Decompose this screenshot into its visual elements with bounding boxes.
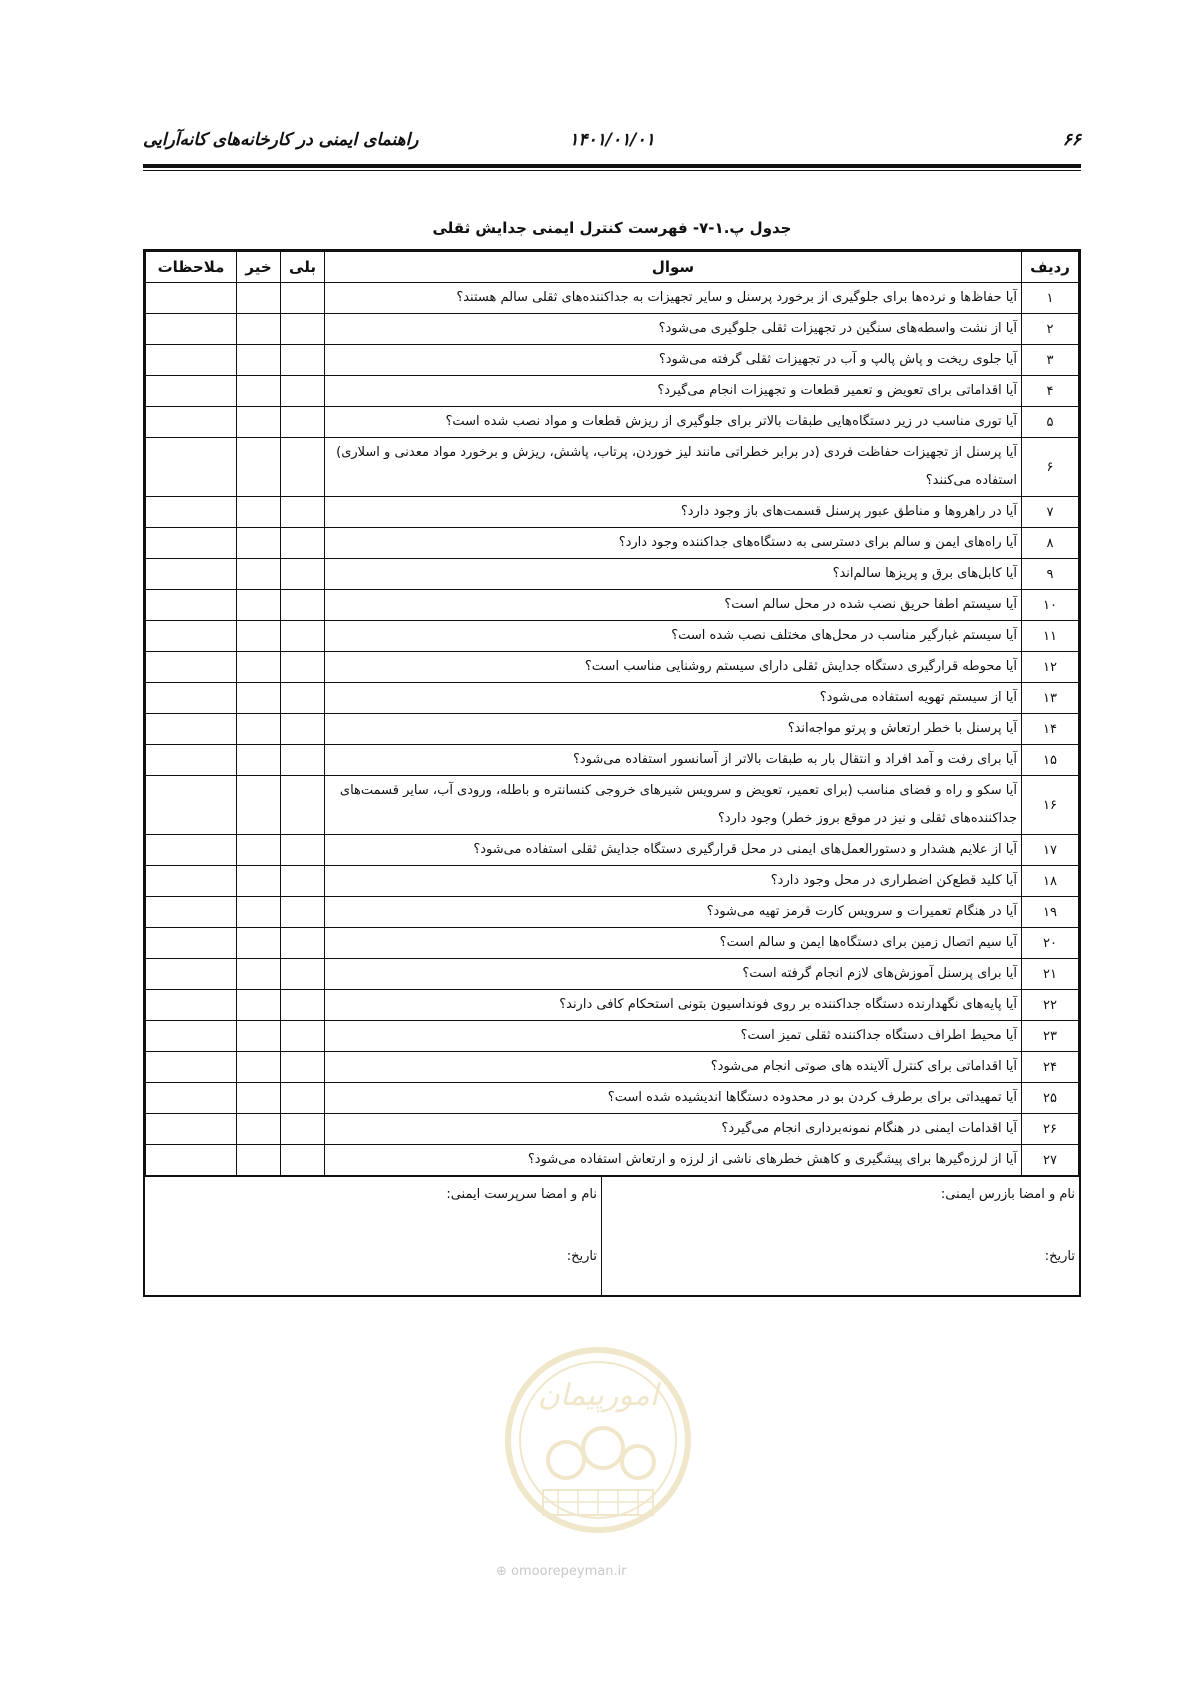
row-number-cell: ۱۸ (1022, 866, 1079, 897)
table-row (146, 1114, 1079, 1145)
table-row (146, 866, 1079, 897)
no-cell[interactable] (237, 497, 281, 528)
table-row (146, 959, 1079, 990)
question-cell: آیا توری مناسب در زیر دستگاه‌هایی طبقات بالاتر برای جلوگیری از ریزش قطعات و مواد نصب شده است؟ (325, 407, 1022, 438)
question-cell: آیا پایه‌های نگهدارنده دستگاه جداکننده بر روی فونداسیون بتونی استحکام کافی دارند؟ (325, 990, 1022, 1021)
watermark-logo (498, 1330, 698, 1550)
question-cell: آیا جلوی ریخت و پاش پالپ و آب در تجهیزات ثقلی گرفته می‌شود؟ (325, 345, 1022, 376)
yes-cell[interactable] (281, 776, 325, 835)
question-cell: آیا کلید قطع‌کن اضطراری در محل وجود دارد؟ (325, 866, 1022, 897)
table-row (146, 652, 1079, 683)
row-number-cell: ۱۲ (1022, 652, 1079, 683)
question-cell: آیا سیم اتصال زمین برای دستگاه‌ها ایمن و سالم است؟ (325, 928, 1022, 959)
notes-cell[interactable] (146, 528, 237, 559)
row-number-cell: ۸ (1022, 528, 1079, 559)
question-cell: آیا سیستم غبارگیر مناسب در محل‌های مختلف نصب شده است؟ (325, 621, 1022, 652)
table-row (146, 928, 1079, 959)
yes-cell[interactable] (281, 990, 325, 1021)
notes-cell[interactable] (146, 283, 237, 314)
no-cell[interactable] (237, 866, 281, 897)
no-cell[interactable] (237, 745, 281, 776)
table-row (146, 1021, 1079, 1052)
table-row (146, 438, 1079, 497)
row-number-cell: ۲۳ (1022, 1021, 1079, 1052)
checklist-rows (146, 283, 1079, 1176)
notes-cell[interactable] (146, 1052, 237, 1083)
globe-icon: ⊕ (496, 1564, 507, 1579)
notes-cell[interactable] (146, 559, 237, 590)
row-number-cell: ۱ (1022, 283, 1079, 314)
no-cell[interactable] (237, 528, 281, 559)
no-cell[interactable] (237, 776, 281, 835)
question-cell: آیا کابل‌های برق و پریزها سالم‌اند؟ (325, 559, 1022, 590)
watermark-logo-text: امورپیمان (537, 1378, 659, 1413)
notes-cell[interactable] (146, 745, 237, 776)
notes-cell[interactable] (146, 1021, 237, 1052)
header-date: ۱۴۰۱/۰۱/۰۱ (569, 130, 655, 150)
question-cell: آیا از سیستم تهویه استفاده می‌شود؟ (325, 683, 1022, 714)
row-number-cell: ۲۴ (1022, 1052, 1079, 1083)
row-number-cell: ۳ (1022, 345, 1079, 376)
notes-cell[interactable] (146, 1114, 237, 1145)
notes-cell[interactable] (146, 1145, 237, 1176)
no-cell[interactable] (237, 283, 281, 314)
no-cell[interactable] (237, 590, 281, 621)
question-cell: آیا از لرزه‌گیرها برای پیشگیری و کاهش خطرهای ناشی از لرزه و ارتعاش استفاده می‌شود؟ (325, 1145, 1022, 1176)
no-cell[interactable] (237, 652, 281, 683)
col-header-no: خیر (237, 252, 281, 283)
table-row (146, 776, 1079, 835)
yes-cell[interactable] (281, 928, 325, 959)
watermark-site: omoorepeyman.ir (511, 1564, 627, 1579)
question-cell: آیا پرسنل با خطر ارتعاش و پرتو مواجه‌اند؟ (325, 714, 1022, 745)
row-number-cell: ۲۰ (1022, 928, 1079, 959)
yes-cell[interactable] (281, 283, 325, 314)
notes-cell[interactable] (146, 1083, 237, 1114)
table-row (146, 345, 1079, 376)
yes-cell[interactable] (281, 528, 325, 559)
inspector-date-label: تاریخ: (1044, 1249, 1075, 1264)
row-number-cell: ۴ (1022, 376, 1079, 407)
col-header-notes: ملاحظات (146, 252, 237, 283)
row-number-cell: ۱۰ (1022, 590, 1079, 621)
table-row (146, 1052, 1079, 1083)
question-cell: آیا سکو و راه و فضای مناسب (برای تعمیر، تعویض و سرویس شیرهای خروجی کنسانتره و باطله، ورودی آب، سایر قسمت‌های جداکننده‌های ثقلی و نیز در موقع بروز خطر) وجود دارد؟ (325, 776, 1022, 835)
table-row (146, 559, 1079, 590)
checklist-table (145, 251, 1079, 1176)
notes-cell[interactable] (146, 959, 237, 990)
no-cell[interactable] (237, 345, 281, 376)
table-row (146, 407, 1079, 438)
notes-cell[interactable] (146, 621, 237, 652)
no-cell[interactable] (237, 438, 281, 497)
row-number-cell: ۱۹ (1022, 897, 1079, 928)
question-cell: آیا اقدامات ایمنی در هنگام نمونه‌برداری انجام می‌گیرد؟ (325, 1114, 1022, 1145)
table-row (146, 590, 1079, 621)
row-number-cell: ۱۱ (1022, 621, 1079, 652)
notes-cell[interactable] (146, 376, 237, 407)
row-number-cell: ۵ (1022, 407, 1079, 438)
yes-cell[interactable] (281, 590, 325, 621)
notes-cell[interactable] (146, 683, 237, 714)
supervisor-signature-box[interactable] (145, 1177, 601, 1295)
no-cell[interactable] (237, 559, 281, 590)
notes-cell[interactable] (146, 590, 237, 621)
notes-cell[interactable] (146, 776, 237, 835)
yes-cell[interactable] (281, 652, 325, 683)
no-cell[interactable] (237, 1021, 281, 1052)
question-cell: آیا حفاظ‌ها و نرده‌ها برای جلوگیری از برخورد پرسنل و سایر تجهیزات به جداکننده‌های ثقلی سالم هستند؟ (325, 283, 1022, 314)
question-cell: آیا از علایم هشدار و دستورالعمل‌های ایمنی در محل قرارگیری دستگاه جدایش ثقلی استفاده می‌شود؟ (325, 835, 1022, 866)
no-cell[interactable] (237, 407, 281, 438)
col-header-question: سوال (325, 252, 1022, 283)
table-row (146, 376, 1079, 407)
supervisor-date-label: تاریخ: (566, 1249, 597, 1264)
table-row (146, 897, 1079, 928)
question-cell: آیا اقداماتی برای تعویض و تعمیر قطعات و تجهیزات انجام می‌گیرد؟ (325, 376, 1022, 407)
no-cell[interactable] (237, 1052, 281, 1083)
question-cell: آیا محیط اطراف دستگاه جداکننده ثقلی تمیز است؟ (325, 1021, 1022, 1052)
yes-cell[interactable] (281, 497, 325, 528)
notes-cell[interactable] (146, 928, 237, 959)
row-number-cell: ۹ (1022, 559, 1079, 590)
no-cell[interactable] (237, 1145, 281, 1176)
yes-cell[interactable] (281, 1021, 325, 1052)
table-row (146, 1145, 1079, 1176)
table-row (146, 835, 1079, 866)
yes-cell[interactable] (281, 683, 325, 714)
header-rule-thick (143, 164, 1081, 168)
book-title: راهنمای ایمنی در کارخانه‌های کانه‌آرایی (143, 130, 419, 150)
yes-cell[interactable] (281, 714, 325, 745)
yes-cell[interactable] (281, 1145, 325, 1176)
notes-cell[interactable] (146, 714, 237, 745)
row-number-cell: ۶ (1022, 438, 1079, 497)
page-number: ۶۶ (1062, 130, 1081, 150)
notes-cell[interactable] (146, 652, 237, 683)
question-cell: آیا در راهروها و مناطق عبور پرسنل قسمت‌های باز وجود دارد؟ (325, 497, 1022, 528)
table-caption: جدول پ.۱-۷- فهرست کنترل ایمنی جدایش ثقلی (432, 219, 792, 237)
table-row (146, 497, 1079, 528)
table-row (146, 314, 1079, 345)
table-row (146, 714, 1079, 745)
no-cell[interactable] (237, 990, 281, 1021)
header-rule-thin (143, 170, 1081, 171)
yes-cell[interactable] (281, 621, 325, 652)
no-cell[interactable] (237, 683, 281, 714)
no-cell[interactable] (237, 621, 281, 652)
table-row (146, 683, 1079, 714)
notes-cell[interactable] (146, 897, 237, 928)
yes-cell[interactable] (281, 376, 325, 407)
yes-cell[interactable] (281, 959, 325, 990)
question-cell: آیا از نشت واسطه‌های سنگین در تجهیزات ثقلی جلوگیری می‌شود؟ (325, 314, 1022, 345)
question-cell: آیا سیستم اطفا حریق نصب شده در محل سالم است؟ (325, 590, 1022, 621)
question-cell: آیا در هنگام تعمیرات و سرویس کارت قرمز تهیه می‌شود؟ (325, 897, 1022, 928)
checklist-table-container (143, 249, 1081, 1297)
row-number-cell: ۲ (1022, 314, 1079, 345)
no-cell[interactable] (237, 1114, 281, 1145)
yes-cell[interactable] (281, 1114, 325, 1145)
yes-cell[interactable] (281, 835, 325, 866)
row-number-cell: ۷ (1022, 497, 1079, 528)
notes-cell[interactable] (146, 497, 237, 528)
yes-cell[interactable] (281, 559, 325, 590)
row-number-cell: ۲۶ (1022, 1114, 1079, 1145)
table-row (146, 621, 1079, 652)
yes-cell[interactable] (281, 745, 325, 776)
row-number-cell: ۱۶ (1022, 776, 1079, 835)
no-cell[interactable] (237, 897, 281, 928)
question-cell: آیا محوطه قرارگیری دستگاه جدایش ثقلی دارای سیستم روشنایی مناسب است؟ (325, 652, 1022, 683)
row-number-cell: ۱۷ (1022, 835, 1079, 866)
table-row (146, 745, 1079, 776)
no-cell[interactable] (237, 1083, 281, 1114)
inspector-label: نام و امضا بازرس ایمنی: (940, 1187, 1075, 1202)
watermark-site-text (496, 1564, 627, 1579)
yes-cell[interactable] (281, 866, 325, 897)
row-number-cell: ۲۲ (1022, 990, 1079, 1021)
inspector-signature-box[interactable] (601, 1177, 1079, 1295)
yes-cell[interactable] (281, 345, 325, 376)
notes-cell[interactable] (146, 407, 237, 438)
row-number-cell: ۲۵ (1022, 1083, 1079, 1114)
notes-cell[interactable] (146, 866, 237, 897)
yes-cell[interactable] (281, 1083, 325, 1114)
row-number-cell: ۲۱ (1022, 959, 1079, 990)
notes-cell[interactable] (146, 990, 237, 1021)
no-cell[interactable] (237, 376, 281, 407)
table-row (146, 528, 1079, 559)
question-cell: آیا اقداماتی برای کنترل آلاینده های صوتی انجام می‌شود؟ (325, 1052, 1022, 1083)
no-cell[interactable] (237, 928, 281, 959)
notes-cell[interactable] (146, 345, 237, 376)
row-number-cell: ۱۳ (1022, 683, 1079, 714)
no-cell[interactable] (237, 959, 281, 990)
notes-cell[interactable] (146, 314, 237, 345)
supervisor-label: نام و امضا سرپرست ایمنی: (446, 1187, 597, 1202)
yes-cell[interactable] (281, 407, 325, 438)
notes-cell[interactable] (146, 835, 237, 866)
question-cell: آیا پرسنل از تجهیزات حفاظت فردی (در برابر خطراتی مانند لیز خوردن، پرتاب، پاشش، ریزش و برخورد مواد معدنی و اسلاری) استفاده می‌کنند؟ (325, 438, 1022, 497)
question-cell: آیا برای رفت و آمد افراد و انتقال بار به طبقات بالاتر از آسانسور استفاده می‌شود؟ (325, 745, 1022, 776)
col-header-yes: بلی (281, 252, 325, 283)
no-cell[interactable] (237, 835, 281, 866)
row-number-cell: ۱۴ (1022, 714, 1079, 745)
question-cell: آیا تمهیداتی برای برطرف کردن بو در محدوده دستگاها اندیشیده شده است؟ (325, 1083, 1022, 1114)
question-cell: آیا برای پرسنل آموزش‌های لازم انجام گرفته است؟ (325, 959, 1022, 990)
no-cell[interactable] (237, 314, 281, 345)
table-row (146, 1083, 1079, 1114)
no-cell[interactable] (237, 714, 281, 745)
col-header-row: ردیف (1022, 252, 1079, 283)
row-number-cell: ۲۷ (1022, 1145, 1079, 1176)
notes-cell[interactable] (146, 438, 237, 497)
question-cell: آیا راه‌های ایمن و سالم برای دسترسی به دستگاه‌های جداکننده وجود دارد؟ (325, 528, 1022, 559)
yes-cell[interactable] (281, 314, 325, 345)
yes-cell[interactable] (281, 438, 325, 497)
table-row (146, 990, 1079, 1021)
signature-section (145, 1176, 1079, 1295)
table-row (146, 283, 1079, 314)
row-number-cell: ۱۵ (1022, 745, 1079, 776)
yes-cell[interactable] (281, 1052, 325, 1083)
yes-cell[interactable] (281, 897, 325, 928)
